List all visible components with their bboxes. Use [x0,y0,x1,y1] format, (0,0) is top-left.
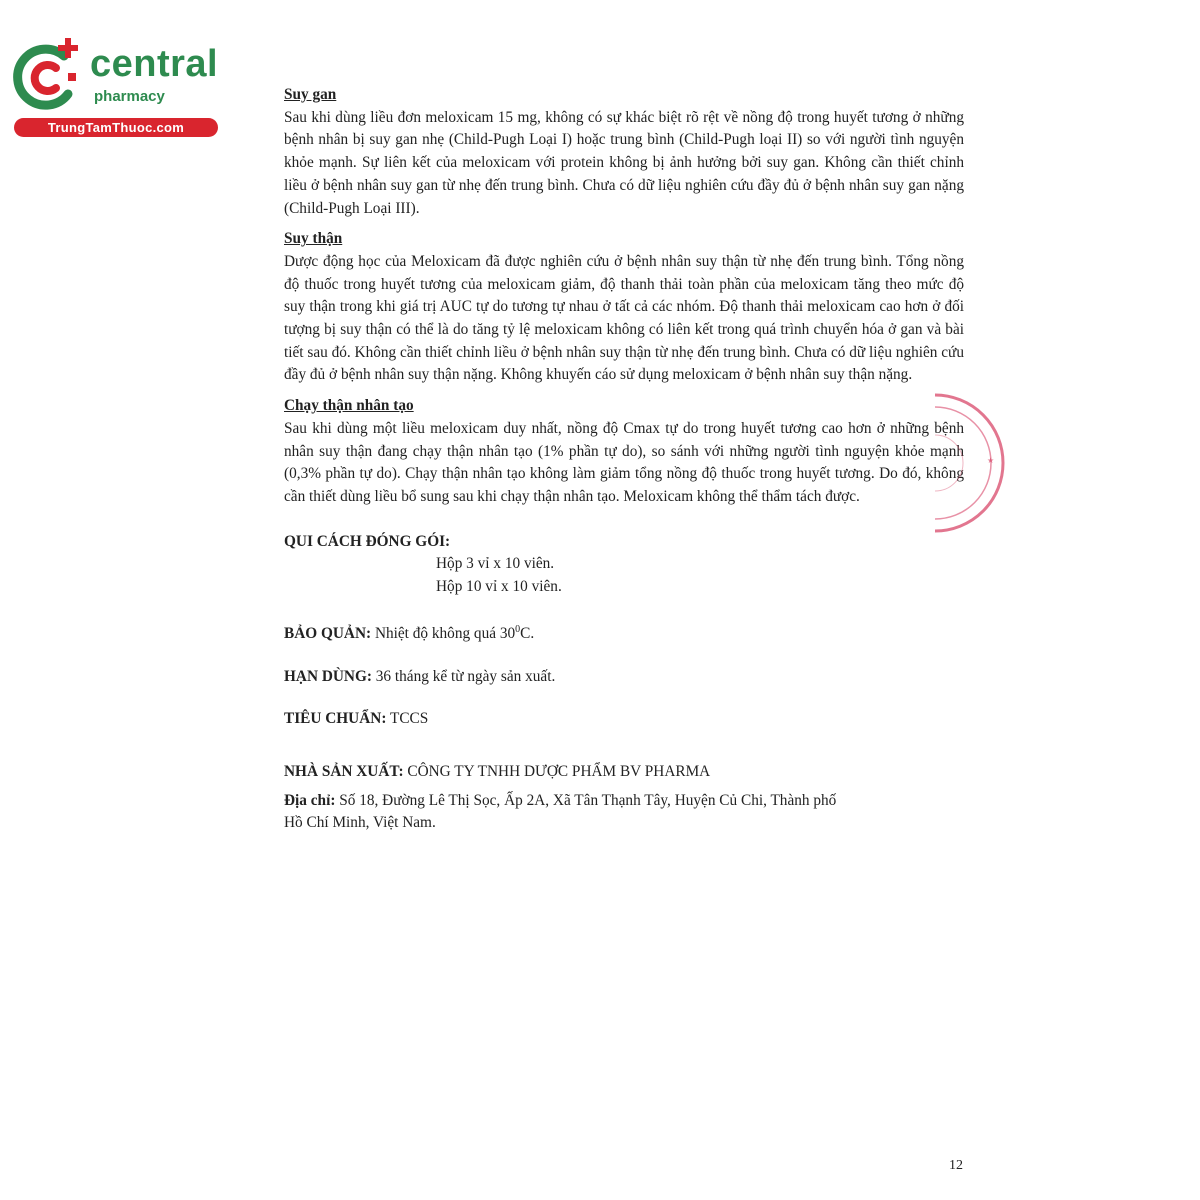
standard-value: TCCS [389,710,429,728]
standard-section [284,708,964,731]
address-line-2: Hồ Chí Minh, Việt Nam. [284,814,436,832]
svg-text:★: ★ [987,456,995,465]
storage-unit: C. [520,624,535,642]
manufacturer-section [284,761,964,835]
storage-section [284,619,964,646]
manufacturer-value: CÔNG TY TNHH DƯỢC PHẨM BV PHARMA [407,762,711,780]
packaging-item: Hộp 3 vỉ x 10 viên. [436,555,555,573]
logo-mark-icon [8,34,90,118]
document-body [284,84,964,835]
storage-text: Nhiệt độ không quá 30 [374,624,516,642]
storage-degree: 0 [515,623,521,635]
section-heading: Suy thận [284,230,343,248]
section-heading: Chạy thận nhân tạo [284,397,414,415]
section-paragraph: Sau khi dùng một liều meloxicam duy nhất, nồng độ Cmax tự do trong huyết tương cao hơn ở những bệnh nhân suy thận đang chạy thận nhân tạo (1% phần tự do), so sánh với những người tình nguyện khỏe mạnh (0,3% phần tự do). Chạy thận nhân tạo không làm giảm tổng nồng độ thuốc trong huyết tương. Do đó, không cần thiết dùng liều bổ sung sau khi chạy thận nhân tạo. Meloxicam không thể thẩm tách được. [284,419,964,505]
storage-value [375,625,534,642]
address-label: Địa chỉ: [284,791,336,809]
storage-label: BẢO QUẢN: [284,624,372,642]
section-paragraph: Dược động học của Meloxicam đã được nghiên cứu ở bệnh nhân suy thận từ nhẹ đến trung bình. Tổng nồng độ thuốc trong huyết tương của meloxicam giảm, độ thanh thải toàn phần của meloxicam tăng theo mức độ suy thận trong khi giá trị AUC tự do tương tự nhau ở tất cả các nhóm. Độ thanh thải meloxicam cao hơn ở đối tượng bị suy thận có thể là do tăng tỷ lệ meloxicam không có liên kết trong quá trình chuyển hóa ở gan và bài tiết sau đó. Không cần thiết chỉnh liều ở bệnh nhân suy thận từ nhẹ đến trung bình. Chưa có dữ liệu nghiên cứu đầy đủ ở bệnh nhân suy thận nặng. Không khuyến cáo sử dụng meloxicam ở bệnh nhân suy thận nặng. [284,252,964,384]
section-suy-gan [284,84,964,220]
standard-label: TIÊU CHUẨN: [284,710,387,728]
stamp-seal-icon [935,388,1010,538]
manufacturer-label: NHÀ SẢN XUẤT: [284,762,404,780]
shelf-life-section [284,666,964,689]
logo-website: TrungTamThuoc.com [14,118,218,137]
central-pharmacy-logo [8,34,223,139]
section-chay-than [284,395,964,509]
address-block [284,790,964,835]
packaging-section [284,531,964,599]
address-line-1: Số 18, Đường Lê Thị Sọc, Ấp 2A, Xã Tân Thạnh Tây, Huyện Củ Chi, Thành phố [339,791,837,809]
packaging-item: Hộp 10 vỉ x 10 viên. [436,578,562,596]
section-heading: Suy gan [284,86,337,103]
logo-name: central [90,43,219,85]
logo-subtitle: pharmacy [94,88,165,105]
section-paragraph: Sau khi dùng liều đơn meloxicam 15 mg, không có sự khác biệt rõ rệt về nồng độ trong huyết tương ở những bệnh nhân bị suy gan nhẹ (Child-Pugh Loại I) hoặc trung bình (Child-Pugh loại II) so với người tình nguyện khỏe mạnh. Sự liên kết của meloxicam với protein không bị ảnh hưởng bởi suy gan. Không cần thiết chỉnh liều ở bệnh nhân suy gan từ nhẹ đến trung bình. Chưa có dữ liệu nghiên cứu đầy đủ ở bệnh nhân suy gan nặng (Child-Pugh Loại III). [284,108,964,217]
packaging-label: QUI CÁCH ĐÓNG GÓI: [284,532,451,550]
shelf-life-label: HẠN DÙNG: [284,667,372,685]
section-suy-than [284,228,964,387]
page-number: 12 [949,1158,963,1173]
shelf-life-value: 36 tháng kể từ ngày sản xuất. [375,667,556,685]
